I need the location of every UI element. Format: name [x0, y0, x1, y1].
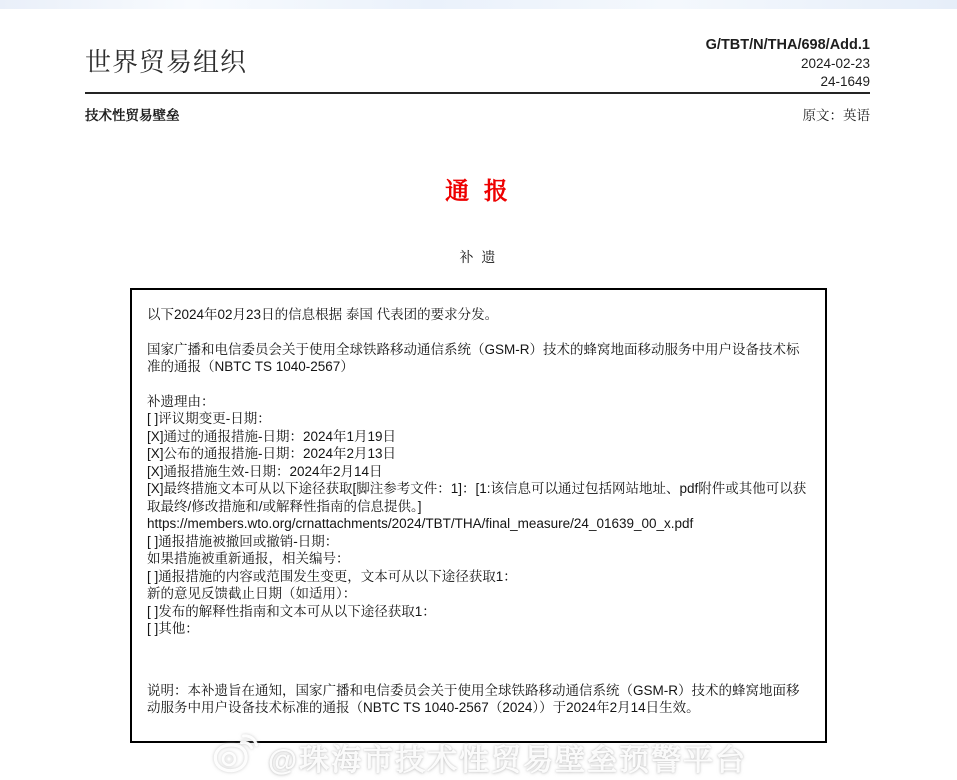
original-language-label: 原文：英语: [802, 108, 870, 123]
addendum-subtitle: 补 遗: [459, 249, 498, 265]
watermark-text: @珠海市技术性贸易壁垒预警平台: [267, 743, 748, 777]
subject-line: 国家广播和电信委员会关于使用全球铁路移动通信系统（GSM-R）技术的蜂窝地面移动服务中用户设备技术标准的通报（NBTC TS 1040-2567）: [147, 341, 800, 374]
document-number: 24-1649: [820, 74, 870, 89]
reason-item: [X]最终措施文本可从以下途径获取[脚注参考文件：1]：[1:该信息可以通过包括网站地址、pdf附件或其他可以获取最终/修改措施和/或解释性指南的信息提供。]: [147, 481, 807, 514]
document-symbol: G/TBT/N/THA/698/Add.1: [705, 37, 870, 53]
reason-item: [ ]发布的解释性指南和文本可从以下途径获取1：: [147, 603, 436, 619]
reason-item: [X]公布的通报措施-日期：2024年2月13日: [147, 446, 397, 461]
reason-item: [ ]评议期变更-日期：: [147, 411, 271, 426]
distribution-line: 以下2024年02月23日的信息根据 泰国 代表团的要求分发。: [147, 307, 499, 322]
reason-item: [X]通报措施生效-日期：2024年2月14日: [147, 463, 383, 479]
reason-item: 如果措施被重新通报，相关编号：: [147, 551, 350, 566]
reason-heading: 补遗理由：: [147, 393, 215, 409]
notification-title: 通 报: [445, 178, 512, 205]
committee-label: 技术性贸易壁垒: [85, 108, 180, 123]
reason-item: [X]通过的通报措施-日期：2024年1月19日: [147, 428, 397, 444]
document-date: 2024-02-23: [800, 56, 870, 71]
org-title: 世界贸易组织: [85, 47, 248, 77]
reason-item: 新的意见反馈截止日期（如适用）：: [147, 586, 357, 601]
reason-list: [147, 393, 811, 638]
header-divider: [85, 92, 870, 94]
notice-content-box: [130, 288, 827, 743]
reason-item: [ ]通报措施的内容或范围发生变更，文本可从以下途径获取1：: [147, 568, 517, 584]
reason-item: [ ]其他：: [147, 621, 199, 636]
reason-item: [ ]通报措施被撤回或撤销-日期：: [147, 533, 339, 549]
top-gradient-strip: [0, 0, 957, 9]
explanation-note: 说明：本补遗旨在通知，国家广播和电信委员会关于使用全球铁路移动通信系统（GSM-R）技术的蜂窝地面移动服务中用户设备技术标准的通报（NBTC TS 1040-2567（2024））于2024年2月14日生效。: [147, 682, 800, 715]
measure-url: https://members.wto.org/crnattachments/2024/TBT/THA/final_measure/24_01639_00_x.pdf: [147, 516, 694, 531]
document-meta: [706, 36, 870, 91]
